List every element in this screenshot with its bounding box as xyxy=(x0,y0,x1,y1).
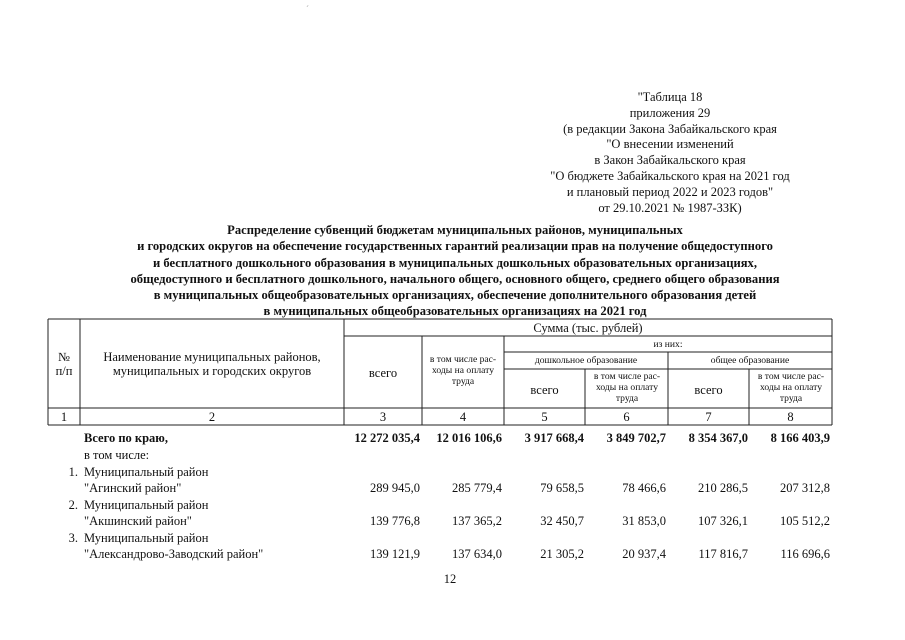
cell-value: 210 286,5 xyxy=(698,481,748,495)
annex-line: приложения 29 xyxy=(629,105,711,120)
row-name: "Акшинский район" xyxy=(84,514,192,528)
cell-value: 107 326,1 xyxy=(698,514,748,528)
title-line: в муниципальных общеобразовательных организациях, обеспечение дополнительного образования детей xyxy=(153,288,757,303)
header-general-wages: в том числе рас- ходы на оплату труда xyxy=(757,371,825,404)
annex-line: "О внесении изменений xyxy=(606,137,734,152)
annex-line: (в редакции Закона Забайкальского края xyxy=(563,121,777,136)
cell-value: 12 272 035,4 xyxy=(354,431,420,445)
column-number: 3 xyxy=(379,410,387,424)
header-general: общее образование xyxy=(710,355,790,366)
cell-value: 137 634,0 xyxy=(452,547,502,561)
cell-value: 285 779,4 xyxy=(452,481,502,495)
title-line: и бесплатного дошкольного образования в муниципальных дошкольных образовательных организациях, xyxy=(152,255,758,270)
cell-value: 117 816,7 xyxy=(698,547,748,561)
row-number: 3. xyxy=(68,531,78,545)
cell-value: 139 776,8 xyxy=(370,514,420,528)
row-name: "Агинский район" xyxy=(84,481,182,495)
cell-value: 31 853,0 xyxy=(622,514,666,528)
header-wages: в том числе рас- ходы на оплату труда xyxy=(429,354,497,387)
cell-value: 20 937,4 xyxy=(622,547,666,561)
cell-value: 78 466,6 xyxy=(622,481,666,495)
column-number: 5 xyxy=(541,410,548,424)
cell-value: 8 354 367,0 xyxy=(688,431,748,445)
scan-mark: ˊ xyxy=(306,4,309,14)
row-name: Муниципальный район xyxy=(84,531,209,545)
cell-value: 8 166 403,9 xyxy=(770,431,830,445)
page-number: 12 xyxy=(443,572,457,586)
row-number: 1. xyxy=(68,465,78,479)
cell-value: 3 849 702,7 xyxy=(606,431,666,445)
including-label: в том числе: xyxy=(84,448,150,462)
header-sum: Сумма (тыс. рублей) xyxy=(533,321,643,335)
row-number: 2. xyxy=(68,498,78,512)
header-preschool-wages: в том числе рас- ходы на оплату труда xyxy=(593,371,661,404)
cell-value: 3 917 668,4 xyxy=(524,431,584,445)
row-label: Всего по краю, xyxy=(84,431,168,445)
cell-value: 21 305,2 xyxy=(540,547,584,561)
annex-line: "Таблица 18 xyxy=(637,90,703,104)
cell-value: 207 312,8 xyxy=(780,481,830,495)
title-line: в муниципальных общеобразовательных организациях на 2021 год xyxy=(263,304,647,319)
cell-value: 79 658,5 xyxy=(540,481,584,495)
column-number: 1 xyxy=(60,410,68,424)
header-preschool: дошкольное образование xyxy=(534,355,638,366)
cell-value: 12 016 106,6 xyxy=(436,431,502,445)
column-number: 4 xyxy=(459,410,467,424)
cell-value: 116 696,6 xyxy=(780,547,830,561)
header-total: всего xyxy=(368,366,398,380)
column-number: 7 xyxy=(705,410,712,424)
annex-line: в Закон Забайкальского края xyxy=(594,153,746,168)
cell-value: 139 121,9 xyxy=(370,547,420,561)
title-line: общедоступного и бесплатного дошкольного, начального общего, основного общего, среднего общего образования xyxy=(130,271,780,286)
cell-value: 137 365,2 xyxy=(452,514,502,528)
row-name: Муниципальный район xyxy=(84,465,209,479)
header-preschool-total: всего xyxy=(530,383,559,397)
header-general-total: всего xyxy=(694,383,723,397)
row-name: Муниципальный район xyxy=(84,498,209,512)
column-number: 2 xyxy=(208,410,216,424)
row-name: "Александрово-Заводский район" xyxy=(84,547,264,561)
title-line: Распределение субвенций бюджетам муниципальных районов, муниципальных xyxy=(227,223,683,237)
header-of-which: из них: xyxy=(653,339,683,350)
annex-line: "О бюджете Забайкальского края на 2021 год xyxy=(550,168,790,183)
cell-value: 105 512,2 xyxy=(780,514,830,528)
cell-value: 289 945,0 xyxy=(370,481,420,495)
column-number: 6 xyxy=(623,410,630,424)
cell-value: 32 450,7 xyxy=(540,514,584,528)
column-number: 8 xyxy=(787,410,794,424)
annex-line: и плановый период 2022 и 2023 годов" xyxy=(566,184,774,199)
title-line: и городских округов на обеспечение государственных гарантий реализации прав на получение общедоступного xyxy=(137,239,773,254)
header-number: № п/п xyxy=(55,350,73,378)
header-name: Наименование муниципальных районов, муниципальных и городских округов xyxy=(103,350,321,378)
annex-line: от 29.10.2021 № 1987-ЗЗК) xyxy=(598,200,742,215)
